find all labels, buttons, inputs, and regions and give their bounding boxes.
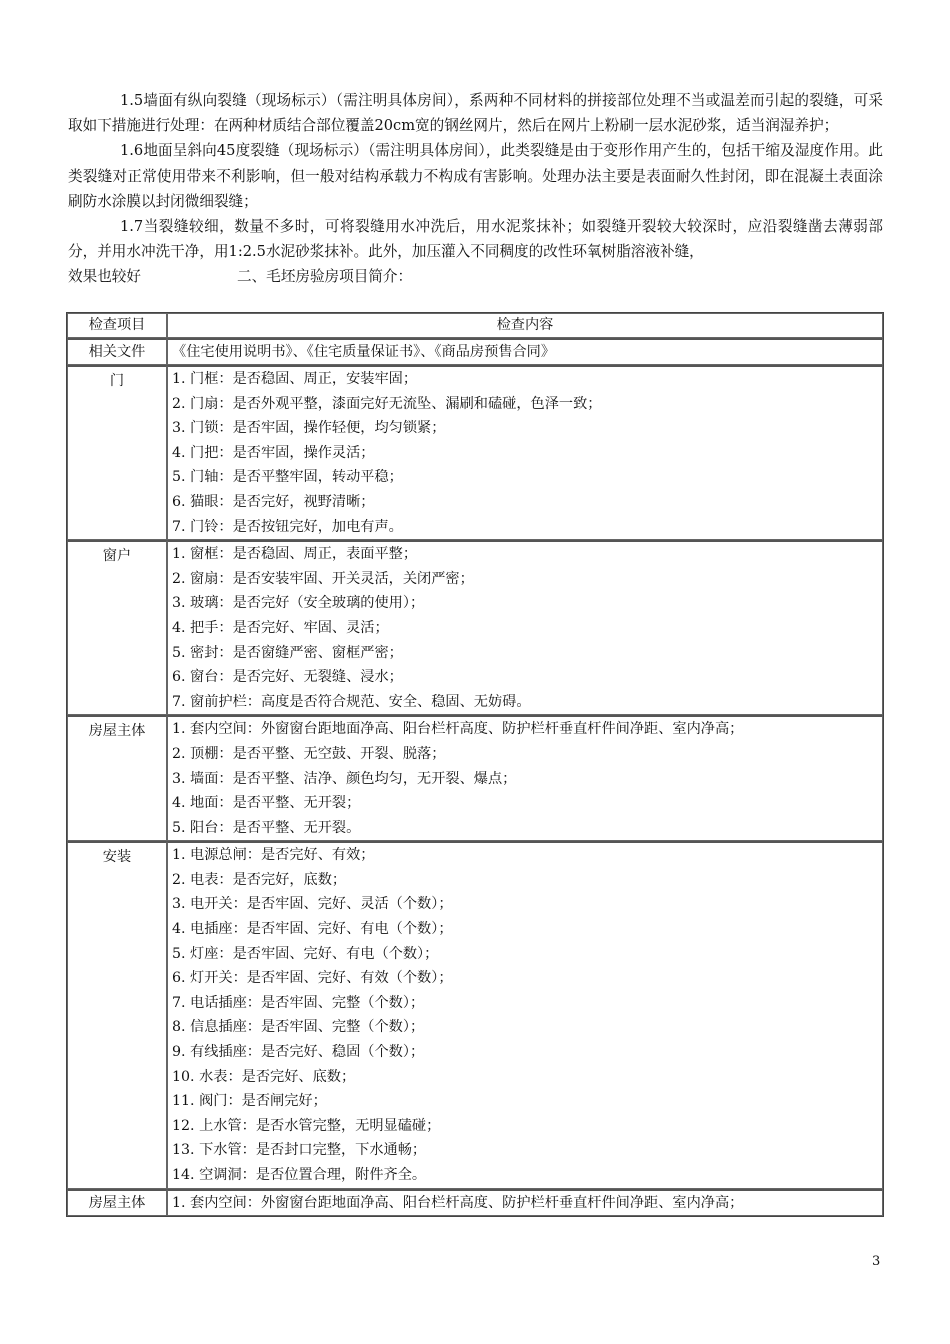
list-item: 14. 空调洞：是否位置合理，附件齐全。: [172, 1167, 427, 1183]
list-item: 3. 墙面：是否平整、洁净、颜色均匀，无开裂、爆点；: [172, 770, 517, 787]
list-item: 1. 门框：是否稳固、周正，安装牢固；: [172, 371, 418, 387]
header-content: 检查内容: [167, 313, 883, 338]
category-door: 门: [67, 365, 167, 540]
list-item: 6. 窗台：是否完好、无裂缝、浸水；: [172, 669, 403, 686]
list-item: 6. 灯开关：是否牢固、完好、有效（个数）；: [172, 970, 453, 987]
list-item: 12. 上水管：是否水管完整，无明显磕碰；: [172, 1117, 441, 1134]
list-item: 2. 门扇：是否外观平整，漆面完好无流坠、漏刷和磕碰，色泽一致；: [172, 395, 602, 412]
list-item: 4. 把手：是否完好、牢固、灵活；: [172, 619, 389, 636]
list-item: 2. 电表：是否完好，底数；: [172, 871, 347, 888]
docs-label: 相关文件: [67, 338, 167, 365]
header-item: 检查项目: [67, 313, 167, 338]
category-structure-repeat: 房屋主体: [67, 1189, 167, 1217]
table-row-documents: [67, 338, 883, 365]
list-item: 7. 门铃：是否按钮完好，加电有声。: [172, 518, 403, 535]
list-item: 2. 顶棚：是否平整、无空鼓、开裂、脱落；: [172, 745, 446, 762]
door-items: [167, 365, 883, 540]
installation-items: [167, 841, 883, 1188]
list-item: 5. 阳台：是否平整、无开裂。: [172, 819, 361, 836]
table-row-structure-repeat: [67, 1189, 883, 1217]
list-item: 7. 电话插座：是否牢固、完整（个数）；: [172, 994, 425, 1011]
list-item: 4. 门把：是否牢固，操作灵活；: [172, 444, 375, 461]
category-window: 窗户: [67, 540, 167, 715]
table-row-window: [67, 540, 883, 715]
list-item: 5. 门轴：是否平整牢固，转动平稳；: [172, 469, 403, 486]
window-items: [167, 540, 883, 715]
docs-value: 《住宅使用说明书》、《住宅质量保证书》、《商品房预售合同》: [167, 338, 883, 365]
list-item: 1. 电源总闸：是否完好、有效；: [172, 847, 375, 864]
list-item: 1. 窗框：是否稳固、周正，表面平整；: [172, 546, 418, 563]
intro-text: [68, 88, 883, 290]
list-item: 3. 电开关：是否牢固、完好、灵活（个数）；: [172, 896, 453, 913]
paragraph-1-7-end-row: [68, 264, 883, 289]
list-item: 1. 套内空间：外窗窗台距地面净高、阳台栏杆高度、防护栏杆垂直杆件间净距、室内净高；: [172, 721, 744, 738]
category-installation: 安装: [67, 841, 167, 1188]
list-item: 10. 水表：是否完好、底数；: [172, 1068, 356, 1085]
table-row-door: [67, 365, 883, 540]
list-item: 5. 密封：是否窗缝严密、窗框严密；: [172, 644, 403, 661]
category-structure: 房屋主体: [67, 715, 167, 841]
list-item: 6. 猫眼：是否完好，视野清晰；: [172, 493, 375, 510]
structure-repeat-items: [167, 1189, 883, 1217]
list-item: 9. 有线插座：是否完好、稳固（个数）；: [172, 1044, 425, 1061]
page-number: 3: [872, 1254, 881, 1269]
list-item: 4. 电插座：是否牢固、完好、有电（个数）；: [172, 921, 453, 938]
paragraph-1-6: 1.6地面呈斜向45度裂缝（现场标示）（需注明具体房间），此类裂缝是由于变形作用产生的，包括干缩及湿度作用。此类裂缝对正常使用带来不利影响，但一般对结构承载力不构成有害影响。处理办法主要是表面耐久性封闭，即在混凝土表面涂刷防水涂膜以封闭微细裂缝；: [68, 142, 883, 210]
list-item: 5. 灯座：是否牢固、完好、有电（个数）；: [172, 945, 439, 962]
list-item: 3. 玻璃：是否完好（安全玻璃的使用）；: [172, 595, 425, 612]
list-item: 7. 窗前护栏：高度是否符合规范、安全、稳固、无妨碍。: [172, 693, 531, 710]
list-item: 8. 信息插座：是否牢固、完整（个数）；: [172, 1019, 425, 1036]
paragraph-1-7: 1.7当裂缝较细，数量不多时，可将裂缝用水冲洗后，用水泥浆抹补；如裂缝开裂较大较深时，应沿裂缝凿去薄弱部分，并用水冲洗干净，用1:2.5水泥砂浆抹补。此外，加压灌入不同稠度的改性环氧树脂溶液补缝，: [68, 218, 883, 261]
paragraph-1-5: 1.5墙面有纵向裂缝（现场标示）（需注明具体房间），系两种不同材料的拼接部位处理不当或温差而引起的裂缝，可采取如下措施进行处理：在两种材质结合部位覆盖20cm宽的钢丝网片，然后在网片上粉刷一层水泥砂浆，适当润湿养护；: [68, 92, 883, 135]
table-row-structure: [67, 715, 883, 841]
list-item: 13. 下水管：是否封口完整，下水通畅；: [172, 1142, 427, 1159]
structure-items: [167, 715, 883, 841]
list-item: 11. 阀门：是否闸完好；: [172, 1093, 327, 1110]
list-item: 2. 窗扇：是否安装牢固、开关灵活，关闭严密；: [172, 570, 474, 587]
inspection-table: [66, 312, 884, 1217]
paragraph-1-7-end: 效果也较好: [68, 268, 141, 286]
list-item: 1. 套内空间：外窗窗台距地面净高、阳台栏杆高度、防护栏杆垂直杆件间净距、室内净高；: [172, 1194, 744, 1211]
table-header-row: [67, 313, 883, 338]
section-heading: 二、毛坯房验房项目简介：: [236, 268, 413, 286]
list-item: 4. 地面：是否平整、无开裂；: [172, 795, 361, 812]
table-row-installation: [67, 841, 883, 1188]
list-item: 3. 门锁：是否牢固，操作轻便，均匀锁紧；: [172, 420, 446, 437]
